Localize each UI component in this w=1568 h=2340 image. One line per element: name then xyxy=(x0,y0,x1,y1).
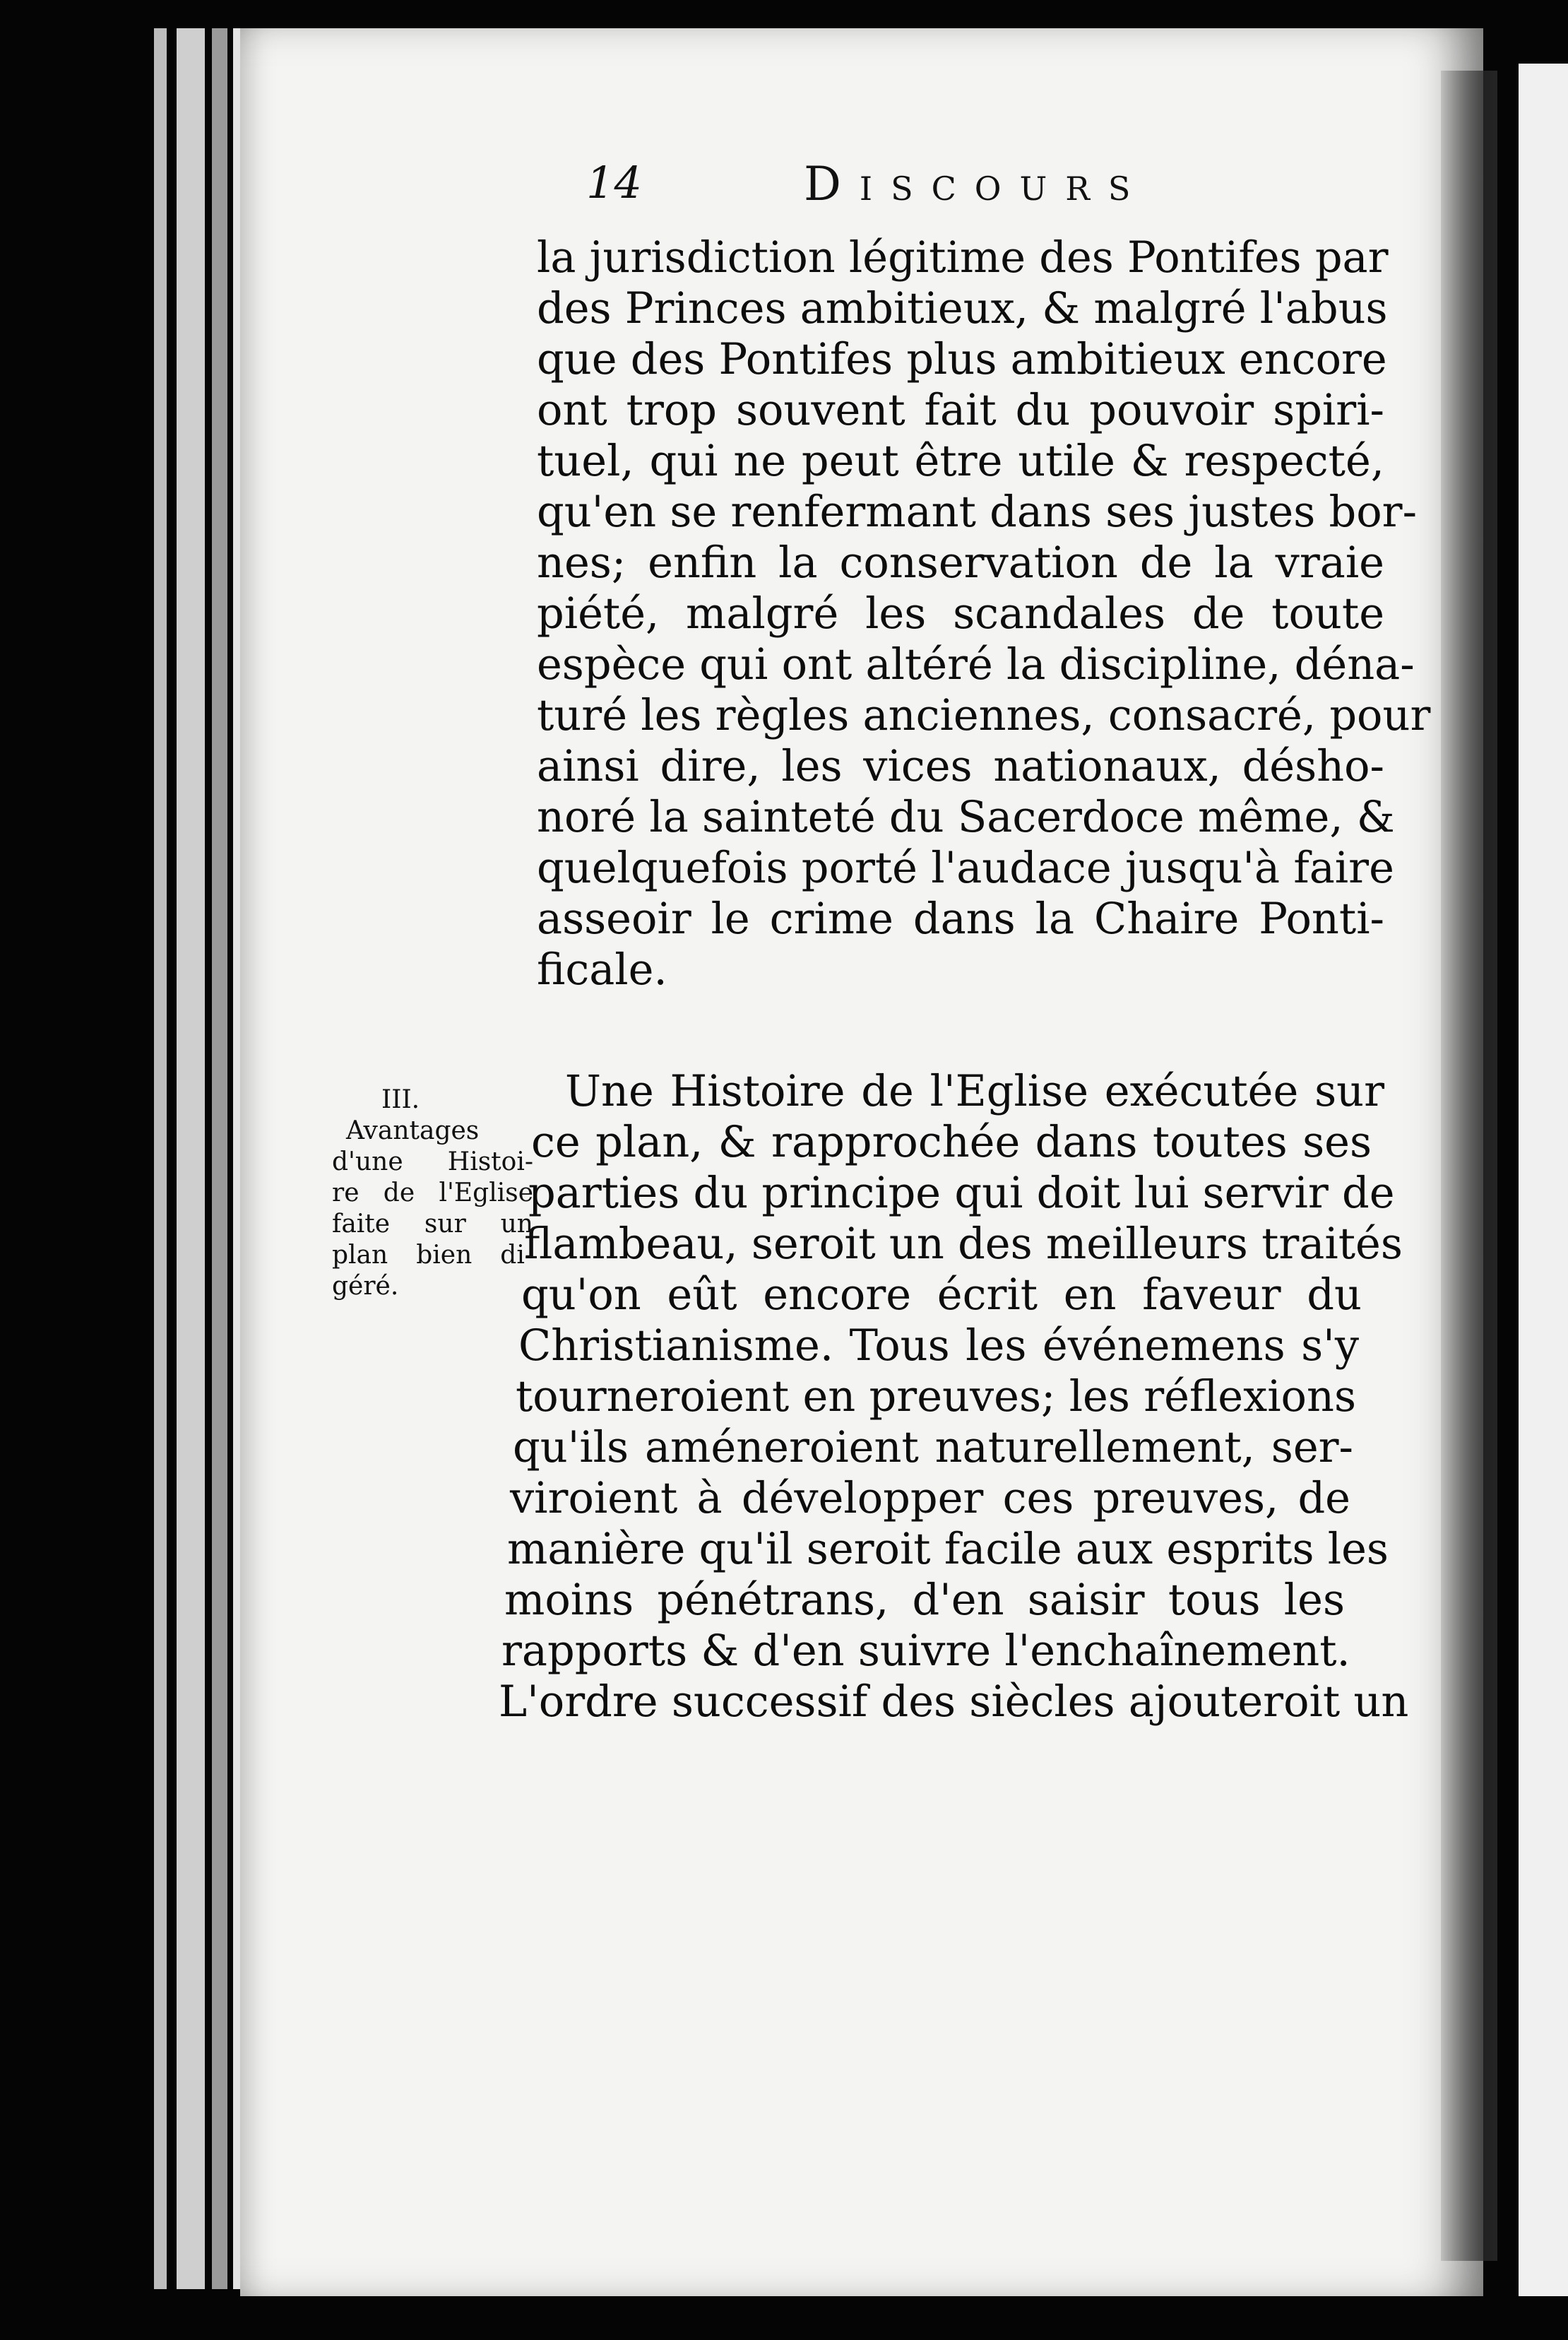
text-line: espèce qui ont altéré la discipline, déna- xyxy=(537,640,1415,690)
margin-note-line: faite sur un xyxy=(332,1210,533,1239)
text-line: des Princes ambitieux, & malgré l'abus xyxy=(537,284,1388,333)
text-line: moins pénétrans, d'en saisir tous les xyxy=(504,1576,1345,1625)
text-line: que des Pontifes plus ambitieux encore xyxy=(537,335,1387,384)
margin-note-line: géré. xyxy=(332,1272,399,1301)
text-line: ainsi dire, les vices nationaux, désho- xyxy=(537,742,1384,791)
next-leaf-edge xyxy=(1519,64,1568,2296)
text-line: Christianisme. Tous les événemens s'y xyxy=(518,1321,1359,1371)
running-head xyxy=(586,157,1307,213)
page-number: 14 xyxy=(586,157,642,208)
margin-note-line: plan bien di- xyxy=(332,1241,533,1270)
text-line: viroient à développer ces preuves, de xyxy=(510,1474,1350,1523)
binding-edge xyxy=(212,28,227,2289)
binding-edge xyxy=(154,28,167,2289)
margin-note-line: d'une Histoi- xyxy=(332,1147,533,1176)
text-line: quelquefois porté l'audace jusqu'à faire xyxy=(537,844,1394,893)
text-line: noré la sainteté du Sacerdoce même, & xyxy=(537,793,1395,842)
text-line: Une Histoire de l'Eglise exécutée sur xyxy=(565,1067,1384,1116)
text-line: qu'on eût encore écrit en faveur du xyxy=(521,1270,1362,1320)
text-line: qu'en se renfermant dans ses justes bor- xyxy=(537,488,1418,537)
text-line: ce plan, & rapprochée dans toutes ses xyxy=(531,1118,1372,1167)
margin-note xyxy=(332,1085,533,1302)
text-line: tuel, qui ne peut être utile & respecté, xyxy=(537,437,1384,486)
text-line: turé les règles anciennes, consacré, pour xyxy=(537,691,1431,740)
text-line: rapports & d'en suivre l'enchaînement. xyxy=(501,1626,1350,1676)
margin-note-line: re de l'Eglise xyxy=(332,1178,533,1207)
text-line: tourneroient en preuves; les réflexions xyxy=(516,1372,1356,1422)
text-line: nes; enfin la conservation de la vraie xyxy=(537,538,1384,588)
text-line: ont trop souvent fait du pouvoir spiri- xyxy=(537,386,1384,435)
text-line: ficale. xyxy=(537,945,667,995)
text-line: la jurisdiction légitime des Pontifes par xyxy=(537,233,1389,283)
margin-note-line: Avantages xyxy=(346,1116,480,1145)
page-gutter-shadow xyxy=(1441,71,1497,2261)
binding-edge xyxy=(177,28,205,2289)
text-line: flambeau, seroit un des meilleurs traités xyxy=(524,1219,1403,1269)
text-line: piété, malgré les scandales de toute xyxy=(537,589,1384,639)
text-line: L'ordre successif des siècles ajouteroit un xyxy=(499,1677,1409,1727)
text-line: asseoir le crime dans la Chaire Ponti- xyxy=(537,894,1384,944)
margin-note-line: III. xyxy=(381,1085,420,1114)
running-title: Discours xyxy=(804,157,1149,211)
text-line: qu'ils améneroient naturellement, ser- xyxy=(513,1423,1353,1472)
text-line: parties du principe qui doit lui servir de xyxy=(528,1169,1395,1218)
text-line: manière qu'il seroit facile aux esprits les xyxy=(507,1525,1389,1574)
